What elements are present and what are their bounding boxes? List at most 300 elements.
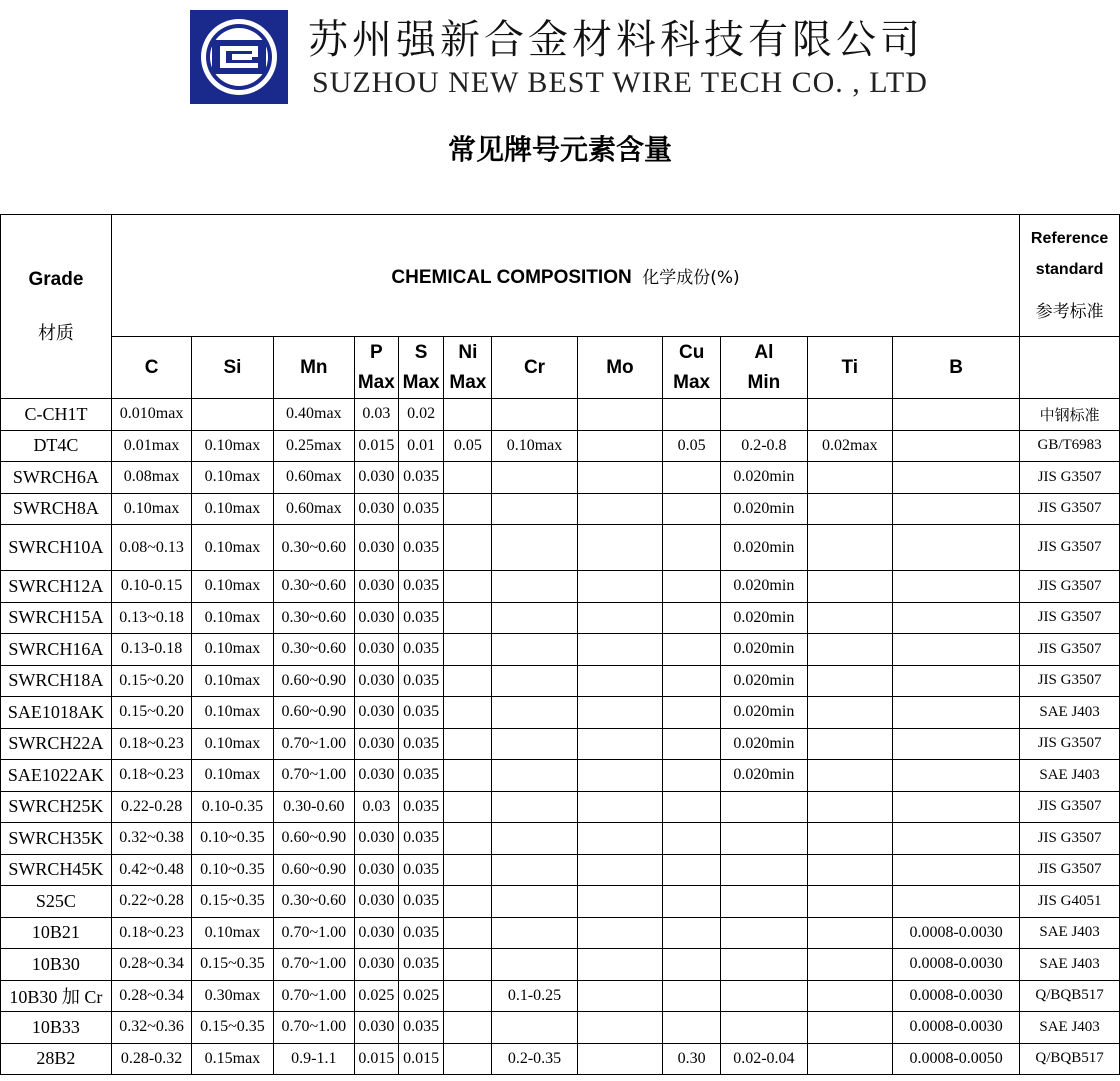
value-cell-mn: 0.60~0.90 [273,665,354,697]
value-cell-mn: 0.60max [273,462,354,494]
value-cell-ni [444,634,492,666]
value-cell-s: 0.035 [398,665,444,697]
value-cell-cr [492,634,577,666]
value-cell-ni [444,525,492,571]
value-cell-si: 0.10~0.35 [192,823,273,855]
element-header-mo [577,337,662,399]
standard-cell: JIS G3507 [1020,854,1120,886]
value-cell-cr [492,602,577,634]
standard-cell: SAE J403 [1020,760,1120,792]
value-cell-s: 0.035 [398,791,444,823]
element-symbol: S [414,341,428,363]
value-cell-mo [577,602,662,634]
table-row [1,791,1120,823]
element-header-ti [807,337,892,399]
value-cell-b [893,399,1020,431]
value-cell-cu [663,854,721,886]
standard-cell: Q/BQB517 [1020,980,1120,1012]
value-cell-mo [577,525,662,571]
grade-cell: SWRCH6A [1,462,112,494]
value-cell-mn: 0.30-0.60 [273,791,354,823]
value-cell-b [893,462,1020,494]
letterhead [0,0,1120,120]
value-cell-c: 0.010max [111,399,191,431]
value-cell-b: 0.0008-0.0030 [893,1012,1020,1044]
standard-cell: JIS G3507 [1020,571,1120,603]
element-symbol: Mo [606,356,634,378]
value-cell-c: 0.10max [111,493,191,525]
value-cell-mo [577,980,662,1012]
value-cell-mo [577,1043,662,1075]
value-cell-mo [577,399,662,431]
value-cell-si: 0.15~0.35 [192,886,273,918]
grade-cell: SWRCH15A [1,602,112,634]
value-cell-ni [444,1012,492,1044]
ref-header-line1: Reference [1030,230,1109,247]
value-cell-cr [492,665,577,697]
standard-cell: SAE J403 [1020,917,1120,949]
value-cell-b [893,571,1020,603]
value-cell-cu [663,399,721,431]
value-cell-b: 0.0008-0.0030 [893,980,1020,1012]
table-row [1,430,1120,462]
value-cell-si: 0.30max [192,980,273,1012]
value-cell-p: 0.030 [354,728,398,760]
element-symbol: B [949,356,963,378]
value-cell-p: 0.030 [354,1012,398,1044]
value-cell-al [721,980,807,1012]
grade-cell: SWRCH18A [1,665,112,697]
element-symbol: Cu [678,341,705,363]
value-cell-ti [807,493,892,525]
value-cell-mo [577,493,662,525]
grade-cell: SAE1018AK [1,697,112,729]
value-cell-si: 0.10max [192,760,273,792]
ref-header-cn: 参考标准 [1035,302,1104,322]
value-cell-si: 0.10max [192,493,273,525]
value-cell-s: 0.02 [398,399,444,431]
value-cell-c: 0.18~0.23 [111,728,191,760]
value-cell-cu [663,791,721,823]
value-cell-mn: 0.70~1.00 [273,917,354,949]
grade-cell: SWRCH22A [1,728,112,760]
value-cell-cr [492,571,577,603]
element-header-ni [444,337,492,399]
element-limit: Max [449,371,487,393]
value-cell-si: 0.10max [192,462,273,494]
value-cell-si: 0.15~0.35 [192,949,273,981]
value-cell-b: 0.0008-0.0030 [893,949,1020,981]
standard-cell: JIS G3507 [1020,493,1120,525]
value-cell-s: 0.035 [398,886,444,918]
value-cell-ni [444,760,492,792]
value-cell-ti [807,525,892,571]
value-cell-c: 0.10-0.15 [111,571,191,603]
value-cell-al [721,854,807,886]
composition-table [0,214,1120,1075]
value-cell-al: 0.2-0.8 [721,430,807,462]
value-cell-cr [492,823,577,855]
element-header-si [192,337,273,399]
standard-cell: JIS G3507 [1020,602,1120,634]
value-cell-p: 0.030 [354,823,398,855]
value-cell-cu [663,823,721,855]
value-cell-mo [577,949,662,981]
value-cell-ni [444,886,492,918]
value-cell-ni [444,949,492,981]
value-cell-ni [444,665,492,697]
value-cell-si: 0.10max [192,665,273,697]
value-cell-s: 0.01 [398,430,444,462]
value-cell-b [893,634,1020,666]
table-row [1,760,1120,792]
element-symbol: Cr [523,356,546,378]
table-row [1,493,1120,525]
value-cell-si: 0.10max [192,525,273,571]
chem-header-cn: 化学成份(%) [642,267,740,288]
standard-cell: JIS G3507 [1020,665,1120,697]
table-row [1,1043,1120,1075]
value-cell-cu: 0.05 [663,430,721,462]
element-limit: Max [357,371,395,393]
element-symbol: Al [754,341,774,363]
grade-cell: SWRCH8A [1,493,112,525]
value-cell-ni: 0.05 [444,430,492,462]
element-header-cr [492,337,577,399]
value-cell-mn: 0.30~0.60 [273,634,354,666]
ref-header-line2: standard [1035,261,1104,278]
value-cell-mo [577,760,662,792]
standard-cell: JIS G3507 [1020,525,1120,571]
value-cell-si: 0.15~0.35 [192,1012,273,1044]
value-cell-c: 0.28-0.32 [111,1043,191,1075]
value-cell-al: 0.020min [721,728,807,760]
value-cell-c: 0.08~0.13 [111,525,191,571]
value-cell-al: 0.020min [721,462,807,494]
value-cell-si: 0.10max [192,697,273,729]
value-cell-mo [577,665,662,697]
grade-cell: SWRCH10A [1,525,112,571]
table-row [1,886,1120,918]
value-cell-cu [663,493,721,525]
value-cell-s: 0.035 [398,525,444,571]
value-cell-cu: 0.30 [663,1043,721,1075]
value-cell-cu [663,571,721,603]
value-cell-al [721,399,807,431]
standard-cell: JIS G3507 [1020,823,1120,855]
value-cell-al [721,1012,807,1044]
value-cell-mo [577,917,662,949]
value-cell-ti [807,697,892,729]
company-logo [190,10,288,104]
company-name-en: SUZHOU NEW BEST WIRE TECH CO. , LTD [312,66,928,99]
value-cell-ti [807,854,892,886]
value-cell-al: 0.020min [721,697,807,729]
value-cell-mn: 0.70~1.00 [273,728,354,760]
value-cell-c: 0.13-0.18 [111,634,191,666]
value-cell-cr: 0.1-0.25 [492,980,577,1012]
value-cell-mo [577,697,662,729]
header-row-elements [1,337,1120,399]
value-cell-p: 0.030 [354,854,398,886]
standard-cell: GB/T6983 [1020,430,1120,462]
value-cell-cu [663,728,721,760]
grade-cell: C-CH1T [1,399,112,431]
value-cell-cr [492,493,577,525]
reference-standard-header [1020,215,1120,337]
value-cell-s: 0.035 [398,493,444,525]
value-cell-mn: 0.25max [273,430,354,462]
table-row [1,823,1120,855]
value-cell-cr [492,760,577,792]
value-cell-ni [444,493,492,525]
value-cell-p: 0.030 [354,525,398,571]
value-cell-c: 0.15~0.20 [111,665,191,697]
value-cell-ni [444,791,492,823]
value-cell-mn: 0.70~1.00 [273,1012,354,1044]
value-cell-al [721,791,807,823]
value-cell-p: 0.030 [354,886,398,918]
grade-cell: SWRCH45K [1,854,112,886]
grade-cell: 10B30 [1,949,112,981]
grade-cell: S25C [1,886,112,918]
value-cell-si: 0.10max [192,634,273,666]
value-cell-c: 0.08max [111,462,191,494]
value-cell-b [893,886,1020,918]
value-cell-mo [577,634,662,666]
value-cell-al: 0.020min [721,665,807,697]
value-cell-cr [492,525,577,571]
value-cell-si: 0.10max [192,571,273,603]
value-cell-s: 0.035 [398,697,444,729]
element-limit: Max [402,371,440,393]
value-cell-s: 0.025 [398,980,444,1012]
standard-cell: Q/BQB517 [1020,1043,1120,1075]
standard-cell: SAE J403 [1020,697,1120,729]
chemical-composition-header [111,215,1019,337]
value-cell-ti [807,571,892,603]
value-cell-s: 0.035 [398,1012,444,1044]
value-cell-ni [444,980,492,1012]
value-cell-mn: 0.30~0.60 [273,525,354,571]
value-cell-ni [444,697,492,729]
value-cell-cr [492,697,577,729]
value-cell-cu [663,665,721,697]
value-cell-c: 0.13~0.18 [111,602,191,634]
value-cell-mo [577,571,662,603]
grade-cell: DT4C [1,430,112,462]
value-cell-mn: 0.70~1.00 [273,980,354,1012]
value-cell-cu [663,886,721,918]
table-row [1,917,1120,949]
value-cell-c: 0.28~0.34 [111,980,191,1012]
value-cell-cr [492,1012,577,1044]
element-limit: Min [747,371,781,393]
value-cell-cu [663,634,721,666]
value-cell-mo [577,728,662,760]
value-cell-p: 0.030 [354,602,398,634]
standard-cell: SAE J403 [1020,949,1120,981]
value-cell-ti [807,1043,892,1075]
value-cell-ti [807,886,892,918]
table-row [1,949,1120,981]
table-row [1,697,1120,729]
value-cell-c: 0.18~0.23 [111,760,191,792]
company-name-cn: 苏州强新合金材料科技有限公司 [308,17,924,63]
value-cell-si: 0.10-0.35 [192,791,273,823]
grade-cell: SWRCH16A [1,634,112,666]
value-cell-mo [577,1012,662,1044]
value-cell-b: 0.0008-0.0030 [893,917,1020,949]
value-cell-cr [492,399,577,431]
value-cell-mo [577,430,662,462]
value-cell-s: 0.035 [398,462,444,494]
value-cell-s: 0.035 [398,602,444,634]
element-symbol: Ni [458,341,478,363]
table-row [1,571,1120,603]
value-cell-ti [807,665,892,697]
value-cell-ti [807,399,892,431]
value-cell-s: 0.035 [398,571,444,603]
element-symbol: Si [223,356,242,378]
value-cell-p: 0.030 [354,665,398,697]
value-cell-s: 0.035 [398,728,444,760]
value-cell-cr [492,949,577,981]
value-cell-ti: 0.02max [807,430,892,462]
value-cell-c: 0.22~0.28 [111,886,191,918]
grade-cell: 10B21 [1,917,112,949]
element-symbol: Mn [300,356,328,378]
element-header-p [354,337,398,399]
table-row [1,462,1120,494]
table-row [1,602,1120,634]
value-cell-p: 0.03 [354,791,398,823]
value-cell-p: 0.030 [354,571,398,603]
value-cell-mn: 0.30~0.60 [273,571,354,603]
value-cell-mn: 0.70~1.00 [273,949,354,981]
chem-header-en: CHEMICAL COMPOSITION [391,266,632,288]
table-body [1,399,1120,1075]
grade-header [1,215,112,399]
value-cell-si [192,399,273,431]
value-cell-p: 0.030 [354,917,398,949]
value-cell-cr [492,854,577,886]
value-cell-cu [663,1012,721,1044]
value-cell-s: 0.035 [398,634,444,666]
value-cell-mn: 0.60max [273,493,354,525]
value-cell-s: 0.035 [398,949,444,981]
value-cell-s: 0.035 [398,854,444,886]
value-cell-si: 0.10max [192,602,273,634]
value-cell-cu [663,697,721,729]
value-cell-s: 0.015 [398,1043,444,1075]
value-cell-c: 0.28~0.34 [111,949,191,981]
table-row [1,665,1120,697]
element-header-b [893,337,1020,399]
standard-cell: JIS G3507 [1020,728,1120,760]
value-cell-mo [577,462,662,494]
page-title: 常见牌号元素含量 [447,133,672,166]
element-symbol: Ti [841,356,859,378]
value-cell-s: 0.035 [398,823,444,855]
value-cell-al: 0.020min [721,525,807,571]
value-cell-mo [577,791,662,823]
value-cell-p: 0.03 [354,399,398,431]
table-row [1,980,1120,1012]
value-cell-al [721,823,807,855]
value-cell-mo [577,823,662,855]
grade-cell: 10B33 [1,1012,112,1044]
value-cell-b [893,525,1020,571]
value-cell-al: 0.020min [721,571,807,603]
value-cell-cr: 0.2-0.35 [492,1043,577,1075]
element-symbol: P [370,341,383,363]
value-cell-ti [807,760,892,792]
value-cell-ti [807,462,892,494]
grade-cell: SWRCH35K [1,823,112,855]
value-cell-mn: 0.60~0.90 [273,854,354,886]
value-cell-si: 0.10max [192,728,273,760]
value-cell-b [893,760,1020,792]
standard-cell: JIS G3507 [1020,462,1120,494]
value-cell-b [893,823,1020,855]
table-row [1,634,1120,666]
standard-cell: JIS G4051 [1020,886,1120,918]
value-cell-ni [444,823,492,855]
value-cell-mn: 0.40max [273,399,354,431]
value-cell-si: 0.10max [192,917,273,949]
value-cell-p: 0.030 [354,634,398,666]
value-cell-si: 0.10max [192,430,273,462]
table-row [1,854,1120,886]
grade-cell: SAE1022AK [1,760,112,792]
standard-cell: SAE J403 [1020,1012,1120,1044]
element-header-c [111,337,191,399]
value-cell-b [893,697,1020,729]
element-header-mn [273,337,354,399]
value-cell-ti [807,917,892,949]
value-cell-c: 0.01max [111,430,191,462]
value-cell-al: 0.020min [721,493,807,525]
element-header-cu [663,337,721,399]
value-cell-cu [663,917,721,949]
standard-cell: JIS G3507 [1020,634,1120,666]
value-cell-ti [807,602,892,634]
value-cell-b [893,791,1020,823]
table-row [1,399,1120,431]
value-cell-p: 0.030 [354,493,398,525]
value-cell-s: 0.035 [398,917,444,949]
value-cell-al [721,886,807,918]
value-cell-c: 0.18~0.23 [111,917,191,949]
value-cell-cr: 0.10max [492,430,577,462]
grade-header-en: Grade [28,268,84,290]
value-cell-mn: 0.70~1.00 [273,760,354,792]
element-limit: Max [673,371,711,393]
value-cell-c: 0.42~0.48 [111,854,191,886]
value-cell-s: 0.035 [398,760,444,792]
value-cell-al: 0.020min [721,760,807,792]
value-cell-al: 0.020min [721,634,807,666]
value-cell-ni [444,399,492,431]
value-cell-ti [807,823,892,855]
value-cell-ni [444,917,492,949]
value-cell-al [721,917,807,949]
value-cell-al: 0.02-0.04 [721,1043,807,1075]
grade-cell: 28B2 [1,1043,112,1075]
value-cell-b [893,602,1020,634]
value-cell-ni [444,571,492,603]
